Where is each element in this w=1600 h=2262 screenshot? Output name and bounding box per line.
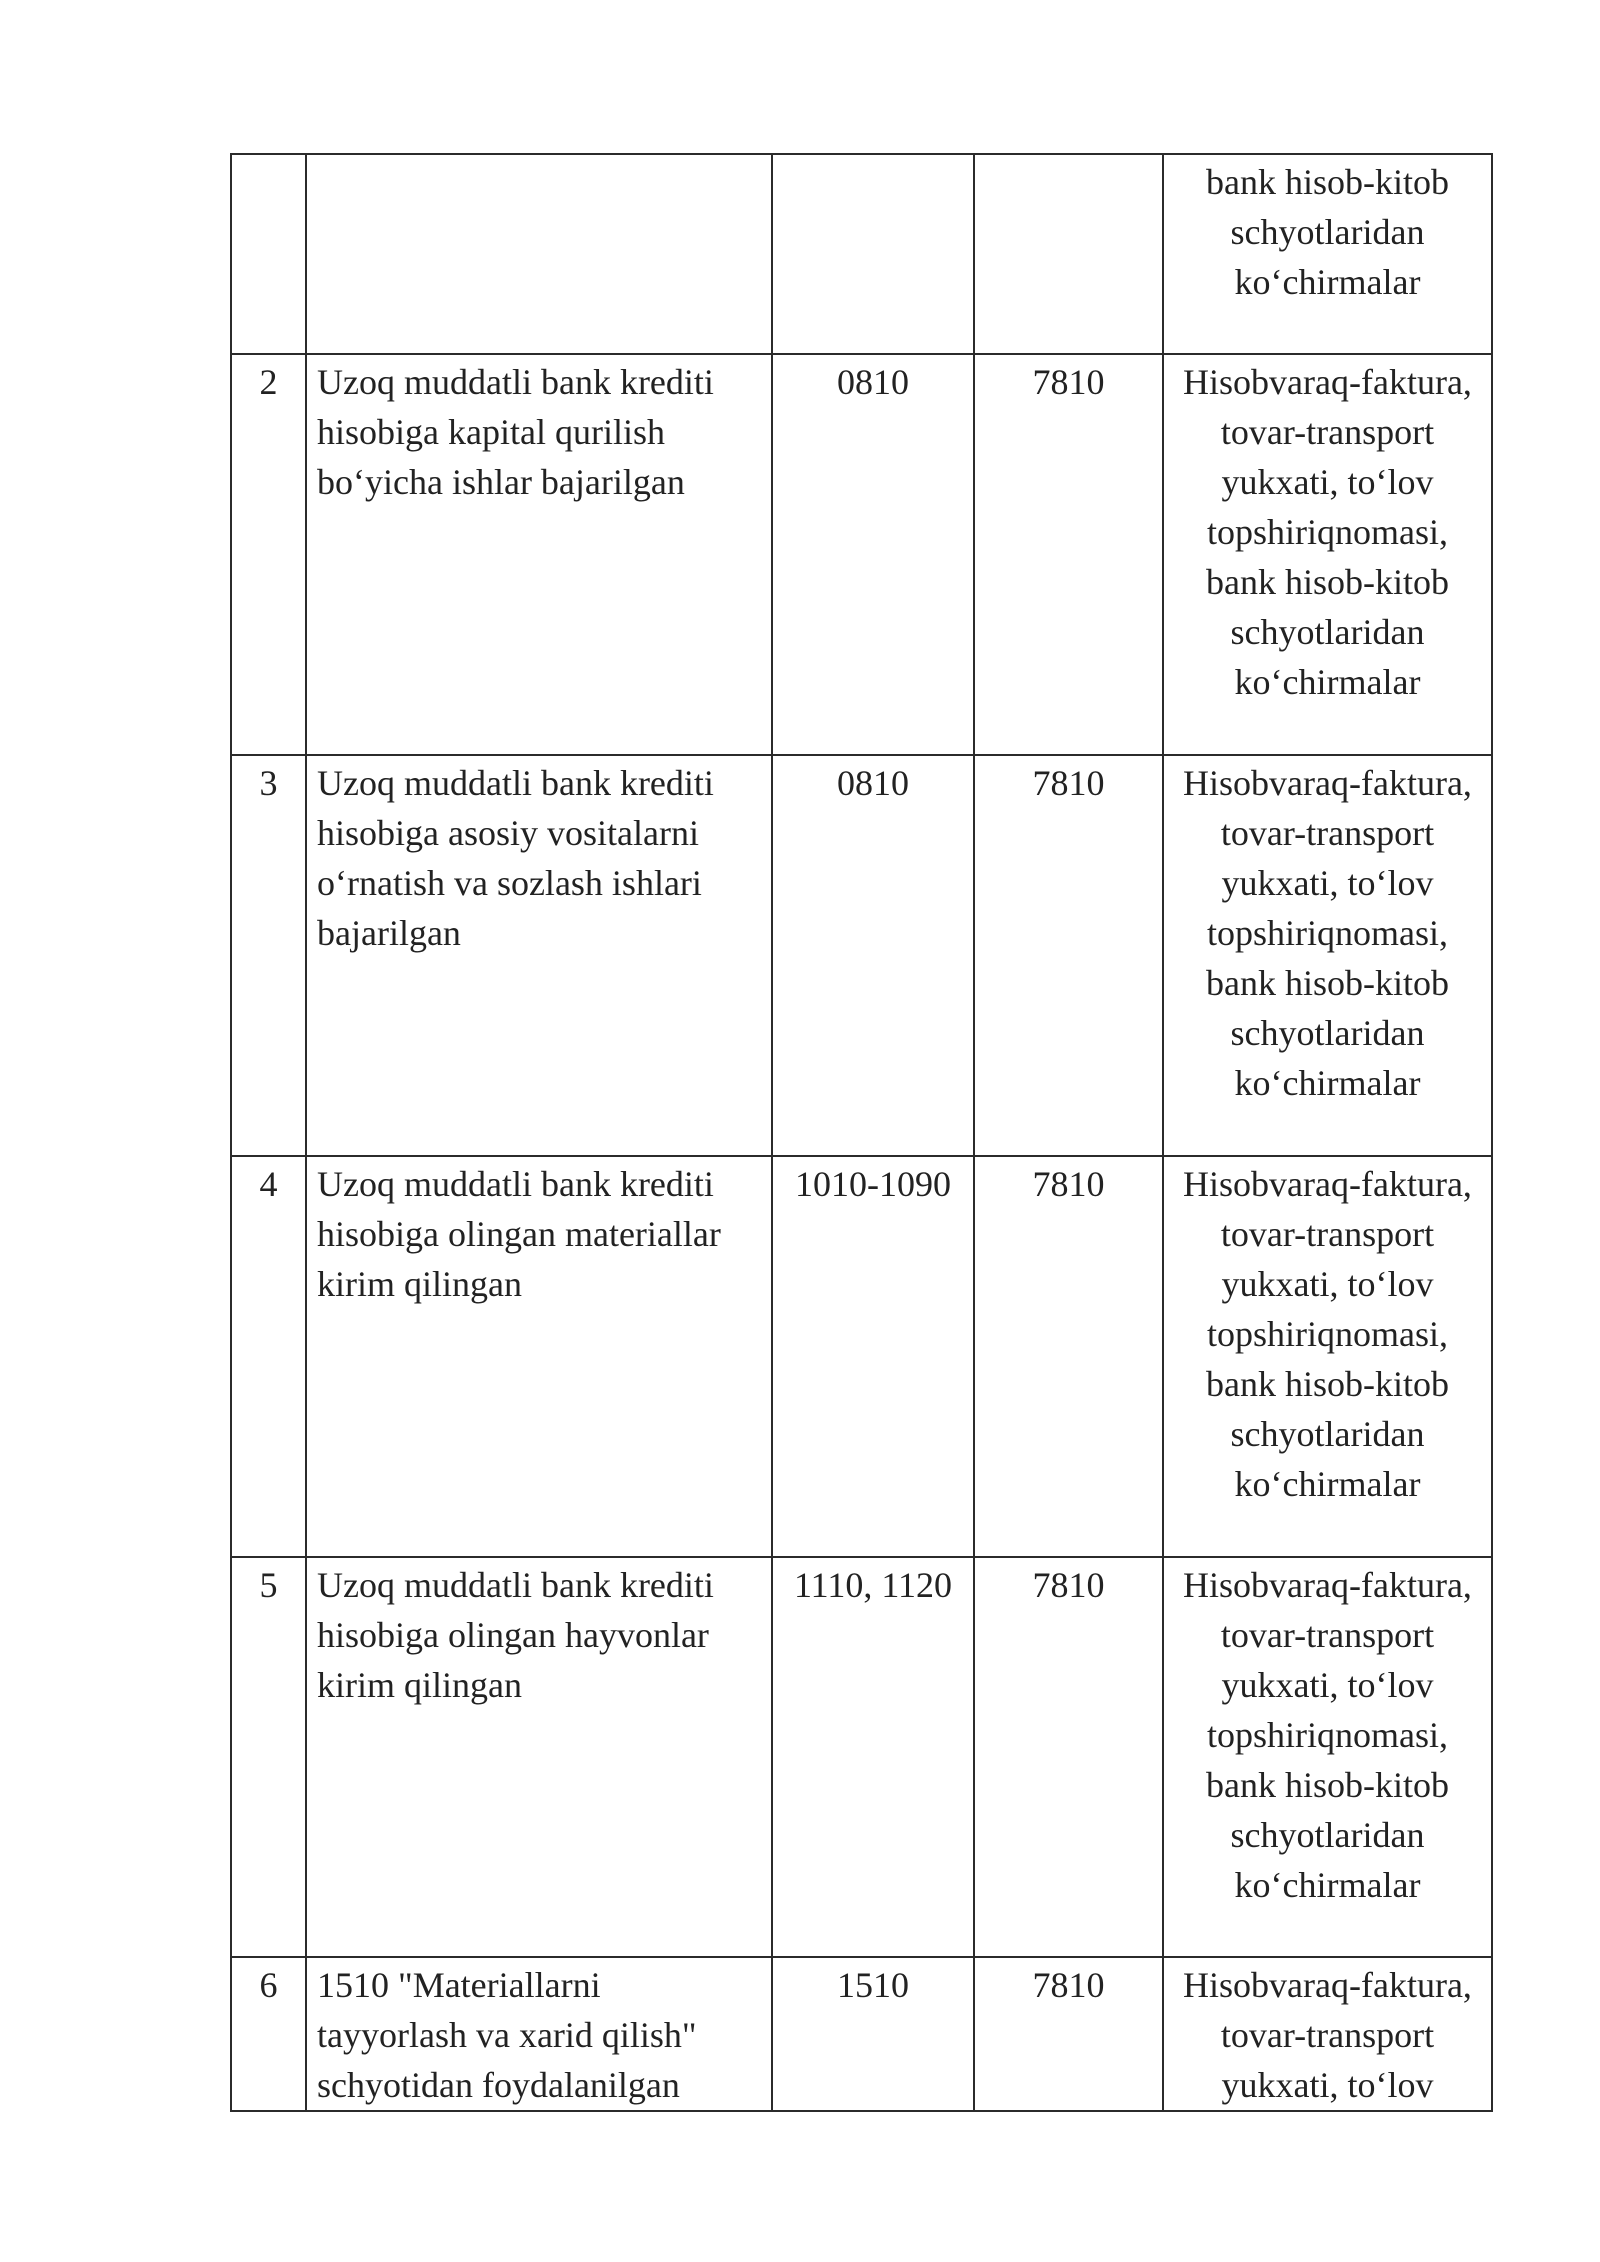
- row-number: 2: [231, 354, 306, 755]
- source-documents: [1163, 1557, 1492, 1957]
- row-number: 3: [231, 755, 306, 1156]
- source-documents-line: Hisobvaraq-faktura,: [1183, 1565, 1472, 1605]
- operation-description-line: Uzoq muddatli bank krediti: [317, 1565, 714, 1605]
- table-row: [231, 755, 1492, 1156]
- source-documents-line: ko‘chirmalar: [1234, 1063, 1421, 1103]
- source-documents-line: topshiriqnomasi,: [1207, 512, 1448, 552]
- debit-account: 1010-1090: [772, 1156, 974, 1557]
- source-documents-line: schyotlaridan: [1230, 1013, 1425, 1053]
- table-row: [231, 354, 1492, 755]
- debit-account: 0810: [772, 354, 974, 755]
- source-documents-line: Hisobvaraq-faktura,: [1183, 1965, 1472, 2005]
- table-row: [231, 154, 1492, 354]
- credit-account: 7810: [974, 1557, 1163, 1957]
- source-documents-line: schyotlaridan: [1230, 612, 1425, 652]
- operation-description: [306, 1156, 772, 1557]
- source-documents-line: bank hisob-kitob: [1206, 1364, 1449, 1404]
- credit-account: 7810: [974, 1156, 1163, 1557]
- source-documents-line: yukxati, to‘lov: [1221, 1264, 1434, 1304]
- row-number: [231, 154, 306, 354]
- source-documents-line: tovar-transport: [1220, 813, 1435, 853]
- source-documents-line: yukxati, to‘lov: [1221, 1665, 1434, 1705]
- source-documents: [1163, 354, 1492, 755]
- credit-account: 7810: [974, 354, 1163, 755]
- operation-description-line: hisobiga olingan hayvonlar: [317, 1615, 709, 1655]
- source-documents-line: ko‘chirmalar: [1234, 262, 1421, 302]
- source-documents-line: ko‘chirmalar: [1234, 1464, 1421, 1504]
- source-documents-line: schyotlaridan: [1230, 1414, 1425, 1454]
- debit-account: 1510: [772, 1957, 974, 2111]
- operation-description: [306, 755, 772, 1156]
- row-number: 6: [231, 1957, 306, 2111]
- source-documents-line: tovar-transport: [1220, 2015, 1435, 2055]
- source-documents-line: bank hisob-kitob: [1206, 1765, 1449, 1805]
- operation-description-line: Uzoq muddatli bank krediti: [317, 763, 714, 803]
- source-documents-line: tovar-transport: [1220, 412, 1435, 452]
- operation-description: [306, 1957, 772, 2111]
- operation-description-line: schyotidan foydalanilgan: [317, 2065, 680, 2105]
- operation-description-line: kirim qilingan: [317, 1665, 522, 1705]
- credit-account: 7810: [974, 755, 1163, 1156]
- source-documents-line: ko‘chirmalar: [1234, 1865, 1421, 1905]
- debit-account: 1110, 1120: [772, 1557, 974, 1957]
- accounting-entries-table: [230, 153, 1493, 2112]
- operation-description-line: kirim qilingan: [317, 1264, 522, 1304]
- operation-description: [306, 354, 772, 755]
- source-documents-line: bank hisob-kitob: [1206, 963, 1449, 1003]
- debit-account: 0810: [772, 755, 974, 1156]
- source-documents-line: topshiriqnomasi,: [1207, 1314, 1448, 1354]
- source-documents-line: schyotlaridan: [1230, 1815, 1425, 1855]
- source-documents-line: Hisobvaraq-faktura,: [1183, 362, 1472, 402]
- table-row: [231, 1156, 1492, 1557]
- operation-description-line: Uzoq muddatli bank krediti: [317, 362, 714, 402]
- row-number: 4: [231, 1156, 306, 1557]
- row-number: 5: [231, 1557, 306, 1957]
- source-documents-line: ko‘chirmalar: [1234, 662, 1421, 702]
- source-documents: [1163, 1156, 1492, 1557]
- source-documents-line: topshiriqnomasi,: [1207, 913, 1448, 953]
- source-documents-line: yukxati, to‘lov: [1221, 863, 1434, 903]
- operation-description-line: hisobiga olingan materiallar: [317, 1214, 721, 1254]
- operation-description-line: 1510 "Materiallarni: [317, 1965, 601, 2005]
- operation-description: [306, 154, 772, 354]
- operation-description-line: o‘rnatish va sozlash ishlari: [317, 863, 702, 903]
- source-documents: [1163, 154, 1492, 354]
- operation-description-line: hisobiga asosiy vositalarni: [317, 813, 699, 853]
- operation-description: [306, 1557, 772, 1957]
- operation-description-line: bajarilgan: [317, 913, 461, 953]
- credit-account: [974, 154, 1163, 354]
- table-row: [231, 1557, 1492, 1957]
- source-documents-line: schyotlaridan: [1230, 212, 1425, 252]
- source-documents-line: bank hisob-kitob: [1206, 562, 1449, 602]
- credit-account: 7810: [974, 1957, 1163, 2111]
- source-documents-line: Hisobvaraq-faktura,: [1183, 1164, 1472, 1204]
- source-documents-line: tovar-transport: [1220, 1214, 1435, 1254]
- operation-description-line: Uzoq muddatli bank krediti: [317, 1164, 714, 1204]
- source-documents-line: topshiriqnomasi,: [1207, 1715, 1448, 1755]
- source-documents-line: bank hisob-kitob: [1206, 162, 1449, 202]
- operation-description-line: tayyorlash va xarid qilish": [317, 2015, 697, 2055]
- operation-description-line: bo‘yicha ishlar bajarilgan: [317, 462, 685, 502]
- source-documents-line: Hisobvaraq-faktura,: [1183, 763, 1472, 803]
- operation-description-line: hisobiga kapital qurilish: [317, 412, 665, 452]
- table-row: [231, 1957, 1492, 2111]
- source-documents-line: yukxati, to‘lov: [1221, 2065, 1434, 2105]
- source-documents-line: yukxati, to‘lov: [1221, 462, 1434, 502]
- source-documents: [1163, 1957, 1492, 2111]
- debit-account: [772, 154, 974, 354]
- source-documents-line: tovar-transport: [1220, 1615, 1435, 1655]
- source-documents: [1163, 755, 1492, 1156]
